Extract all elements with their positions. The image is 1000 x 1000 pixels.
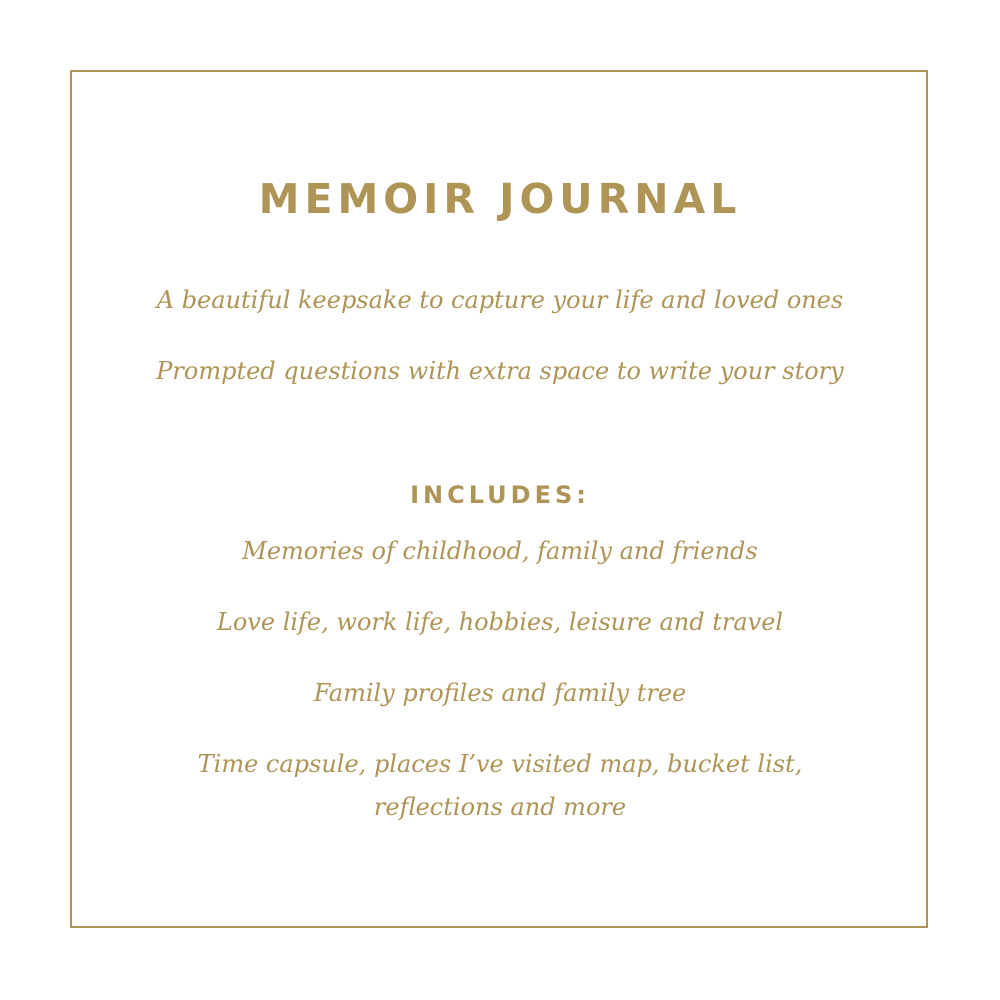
intro-line-1: A beautiful keepsake to capture your life and loved ones [156,286,844,314]
includes-heading: INCLUDES: [410,481,590,509]
includes-item-childhood: Memories of childhood, family and friends [242,537,758,565]
page-title: MEMOIR JOURNAL [258,175,742,223]
includes-item-time-capsule: Time capsule, places I’ve visited map, bucket list, [197,750,803,778]
intro-line-2: Prompted questions with extra space to write your story [156,357,844,385]
includes-item-reflections: reflections and more [373,793,627,821]
includes-item-family: Family profiles and family tree [313,679,687,707]
includes-item-life: Love life, work life, hobbies, leisure and travel [216,608,784,636]
